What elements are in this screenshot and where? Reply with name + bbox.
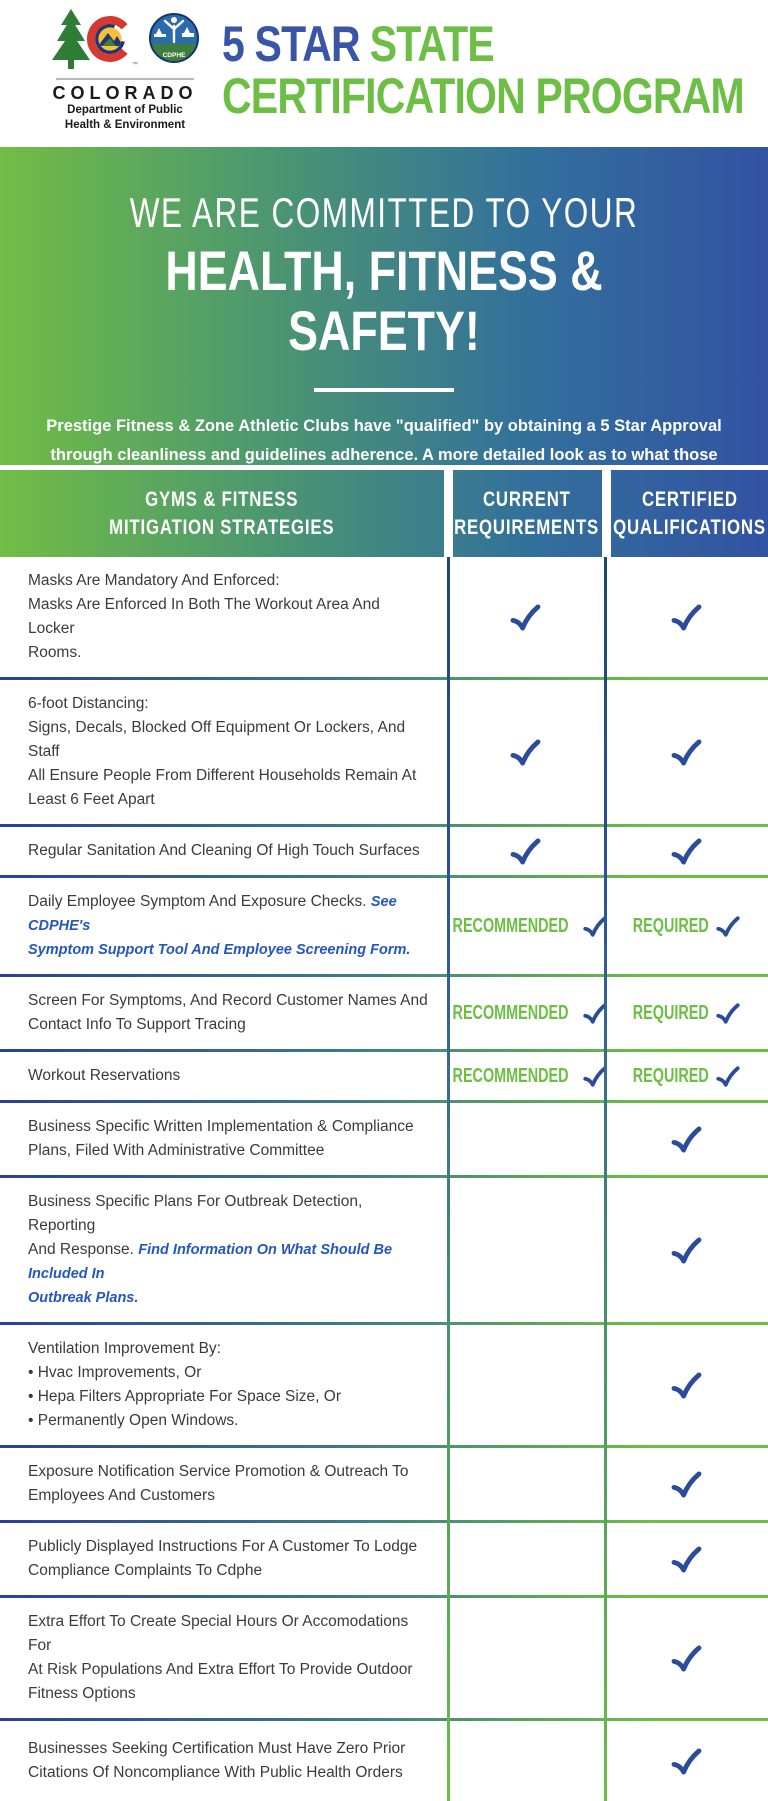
row-text: Daily Employee Symptom And Exposure Checks.: [28, 893, 371, 910]
current-requirements-cell: [447, 680, 604, 824]
column-divider: [604, 557, 607, 1801]
banner-divider: [314, 388, 454, 392]
current-requirements-cell: [447, 1178, 604, 1322]
table-row: [0, 827, 768, 875]
table-row: [0, 1523, 768, 1595]
current-requirements-cell: [447, 557, 604, 677]
logo-divider-line: [56, 78, 194, 80]
current-requirements-cell: [447, 1523, 604, 1595]
row-text: And Response.: [28, 1241, 139, 1258]
status-label: RECOMMENDED: [452, 914, 569, 937]
table-row: [0, 1178, 768, 1322]
row-text: Signs, Decals, Blocked Off Equipment Or Lockers, And Staff: [28, 719, 406, 760]
row-text: Business Specific Written Implementation & Compliance: [28, 1118, 414, 1135]
row-text: Masks Are Enforced In Both The Workout Area And Locker: [28, 596, 380, 637]
table-row: [0, 878, 768, 974]
row-text: All Ensure People From Different Households Remain At: [28, 767, 417, 784]
row-text: Workout Reservations: [28, 1067, 181, 1084]
checkmark-icon: [671, 1645, 702, 1672]
checkmark-icon: [510, 604, 541, 631]
row-text: 6-foot Distancing:: [28, 695, 149, 712]
paragraph-line: through cleanliness and guidelines adherence. A more detailed look as to what those: [50, 446, 718, 464]
banner-heading-line1: WE ARE COMMITTED TO YOUR: [129, 189, 639, 236]
row-text: Exposure Notification Service Promotion & Outreach To: [28, 1463, 409, 1480]
column-divider: [447, 557, 450, 1801]
current-requirements-cell: [447, 1052, 604, 1100]
row-description: [0, 557, 447, 677]
certified-qualifications-cell: [604, 1721, 768, 1801]
checkmark-icon: [716, 1066, 740, 1087]
row-text: Businesses Seeking Certification Must Have Zero Prior: [28, 1740, 406, 1757]
row-description: [0, 827, 447, 875]
inline-link[interactable]: Symptom Support Tool And Employee Screening Form.: [28, 942, 411, 958]
row-text: Masks Are Mandatory And Enforced:: [28, 572, 280, 589]
trademark-symbol: ™: [132, 62, 138, 68]
row-description: [0, 1052, 447, 1100]
row-description: [0, 977, 447, 1049]
row-text: • Hvac Improvements, Or: [28, 1364, 202, 1381]
commitment-banner: [0, 147, 768, 465]
row-text: At Risk Populations And Extra Effort To Provide Outdoor: [28, 1661, 413, 1678]
title-5-star: 5 STAR: [222, 16, 360, 72]
header-column-gap: [602, 470, 611, 557]
checkmark-icon: [671, 739, 702, 766]
checkmark-icon: [671, 1546, 702, 1573]
column-header-current-requirements: CURRENT REQUIREMENTS: [454, 487, 600, 539]
table-row: [0, 1721, 768, 1801]
inline-link[interactable]: Outbreak Plans.: [28, 1290, 139, 1306]
paragraph-line: Prestige Fitness & Zone Athletic Clubs have "qualified" by obtaining a 5 Star Approval: [46, 417, 722, 435]
certified-qualifications-cell: [604, 977, 768, 1049]
status-label: REQUIRED: [632, 1064, 710, 1087]
current-requirements-cell: [447, 827, 604, 875]
status-recommended: [444, 915, 607, 938]
row-description: [0, 1523, 447, 1595]
status-label: RECOMMENDED: [452, 1001, 569, 1024]
current-requirements-cell: [447, 878, 604, 974]
page-header: [0, 0, 768, 147]
current-requirements-cell: [447, 1103, 604, 1175]
row-description: [0, 1598, 447, 1718]
current-requirements-cell: [447, 977, 604, 1049]
row-description: [0, 1103, 447, 1175]
table-header: [0, 470, 768, 557]
brand-department: [36, 103, 214, 133]
checkmark-icon: [671, 838, 702, 865]
certified-qualifications-cell: [604, 827, 768, 875]
status-label: RECOMMENDED: [452, 1064, 569, 1087]
cdphe-label: CDPHE: [162, 52, 186, 59]
header-column-gap: [444, 470, 453, 557]
table-row: [0, 680, 768, 824]
checkmark-icon: [671, 1748, 702, 1775]
colorado-cdphe-logo: [50, 8, 202, 72]
current-requirements-cell: [447, 1721, 604, 1801]
row-description: [0, 1178, 447, 1322]
certified-qualifications-cell: [604, 1178, 768, 1322]
row-text: Business Specific Plans For Outbreak Detection, Reporting: [28, 1193, 363, 1234]
row-text: Rooms.: [28, 644, 82, 661]
row-text: Contact Info To Support Tracing: [28, 1016, 246, 1033]
checkmark-icon: [671, 1471, 702, 1498]
inline-link[interactable]: See CDPHE's: [28, 894, 397, 934]
column-header-mitigation-strategies: GYMS & FITNESS MITIGATION STRATEGIES: [109, 487, 335, 539]
table-row: [0, 1052, 768, 1100]
certified-qualifications-cell: [604, 1523, 768, 1595]
dept-line-1: Department of Public: [67, 104, 183, 116]
cdphe-seal-icon: [150, 14, 198, 64]
inline-link[interactable]: Find Information On What Should Be Included In: [28, 1242, 393, 1282]
checkmark-icon: [716, 916, 740, 937]
row-text: Employees And Customers: [28, 1487, 215, 1504]
row-text: Plans, Filed With Administrative Committee: [28, 1142, 325, 1159]
certified-qualifications-cell: [604, 878, 768, 974]
dept-line-2: Health & Environment: [64, 119, 186, 131]
table-row: [0, 1598, 768, 1718]
row-text: Fitness Options: [28, 1685, 136, 1702]
current-requirements-cell: [447, 1598, 604, 1718]
title-state: STATE: [369, 16, 494, 72]
status-label: REQUIRED: [632, 1001, 710, 1024]
checkmark-icon: [716, 1003, 740, 1024]
banner-heading-line2: HEALTH, FITNESS & SAFETY!: [165, 239, 603, 362]
logo-graphic: [50, 8, 202, 72]
row-text: Ventilation Improvement By:: [28, 1340, 221, 1357]
status-label: REQUIRED: [632, 914, 710, 937]
row-description: [0, 1448, 447, 1520]
status-required: [632, 915, 740, 938]
current-requirements-cell: [447, 1448, 604, 1520]
certified-qualifications-cell: [604, 1448, 768, 1520]
certified-qualifications-cell: [604, 1052, 768, 1100]
certified-qualifications-cell: [604, 1598, 768, 1718]
pine-tree-icon: [52, 9, 90, 69]
brand-name: COLORADO: [52, 83, 198, 103]
row-text: Regular Sanitation And Cleaning Of High Touch Surfaces: [28, 842, 420, 859]
row-text: Least 6 Feet Apart: [28, 791, 155, 808]
checkmark-icon: [671, 1372, 702, 1399]
checkmark-icon: [671, 1126, 702, 1153]
current-requirements-cell: [447, 1325, 604, 1445]
status-recommended: [444, 1065, 607, 1088]
row-text: • Hepa Filters Appropriate For Space Size, Or: [28, 1388, 341, 1405]
row-description: [0, 1721, 447, 1801]
checkmark-icon: [510, 838, 541, 865]
status-recommended: [444, 1002, 607, 1025]
column-header-certified-qualifications: CERTIFIED QUALIFICATIONS: [613, 487, 766, 539]
certified-qualifications-cell: [604, 1325, 768, 1445]
row-description: [0, 1325, 447, 1445]
table-row: [0, 1103, 768, 1175]
table-row: [0, 1325, 768, 1445]
table-row: [0, 977, 768, 1049]
table-row: [0, 1448, 768, 1520]
certified-qualifications-cell: [604, 1103, 768, 1175]
table-body: [0, 557, 768, 1801]
page-title: [222, 18, 768, 122]
row-text: Screen For Symptoms, And Record Customer Names And: [28, 992, 428, 1009]
checkmark-icon: [510, 739, 541, 766]
row-text: • Permanently Open Windows.: [28, 1412, 239, 1429]
row-description: [0, 878, 447, 974]
checkmark-icon: [671, 1237, 702, 1264]
checkmark-icon: [671, 604, 702, 631]
status-required: [632, 1002, 740, 1025]
row-description: [0, 680, 447, 824]
title-certification-program: CERTIFICATION PROGRAM: [222, 68, 744, 124]
row-text: Publicly Displayed Instructions For A Customer To Lodge: [28, 1538, 418, 1555]
row-text: Extra Effort To Create Special Hours Or Accomodations For: [28, 1613, 409, 1654]
status-required: [632, 1065, 740, 1088]
certified-qualifications-cell: [604, 680, 768, 824]
row-text: Citations Of Noncompliance With Public Health Orders: [28, 1764, 403, 1781]
table-row: [0, 557, 768, 677]
certified-qualifications-cell: [604, 557, 768, 677]
row-text: Compliance Complaints To Cdphe: [28, 1562, 263, 1579]
